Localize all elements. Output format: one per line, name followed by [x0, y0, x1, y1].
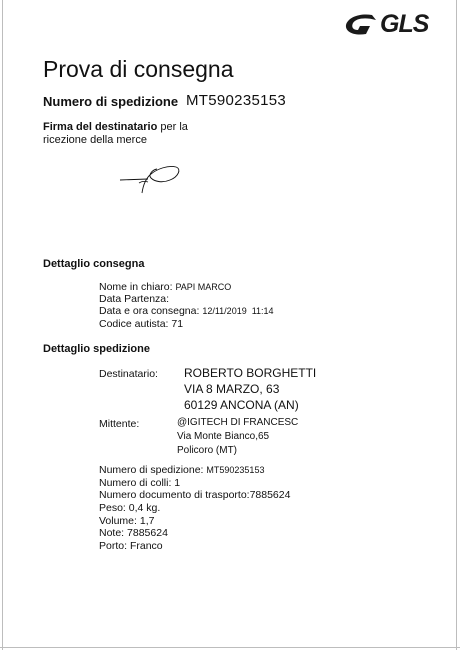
sender-line: Via Monte Bianco,65	[177, 431, 270, 442]
porto-row	[99, 540, 163, 553]
delivery-driver-row	[99, 318, 183, 331]
delivery-datetime-row	[99, 305, 274, 318]
scan-edge-left	[2, 0, 3, 650]
shipment-number-row-label: Numero di spedizione:	[99, 464, 204, 476]
transport-doc-value: 7885624	[249, 489, 291, 501]
gls-logo	[342, 10, 454, 40]
sender-line: Policoro (MT)	[177, 445, 238, 456]
delivery-section-heading: Dettaglio consegna	[43, 258, 145, 270]
shipment-number-label: Numero di spedizione	[43, 94, 179, 109]
transport-doc-row	[99, 489, 290, 502]
recipient-label: Destinatario:	[99, 368, 158, 380]
sender-line: @IGITECH DI FRANCESC	[177, 417, 299, 428]
page-title: Prova di consegna	[43, 56, 234, 82]
signature-label-bold: Firma del destinatario	[43, 121, 158, 133]
delivery-driver-label: Codice autista:	[99, 318, 169, 330]
recipient-line: ROBERTO BORGHETTI	[184, 366, 317, 380]
shipment-number-value: MT590235153	[186, 92, 287, 109]
note-row	[99, 527, 168, 540]
scan-edge-right	[456, 0, 457, 650]
note-label: Note:	[99, 527, 125, 539]
delivery-datetime-value: 12/11/2019 11:14	[202, 306, 274, 316]
delivery-name-label: Nome in chiaro:	[99, 281, 173, 293]
recipient-signature	[118, 160, 188, 194]
packages-label: Numero di colli:	[99, 477, 172, 489]
weight-label: Peso:	[99, 502, 126, 514]
shipment-number-row	[99, 464, 264, 477]
delivery-departure-label: Data Partenza:	[99, 293, 170, 305]
signature-label	[43, 121, 233, 147]
volume-label: Volume:	[99, 515, 137, 527]
volume-value: 1,7	[139, 515, 155, 527]
transport-doc-label: Numero documento di trasporto:	[99, 489, 250, 501]
porto-value: Franco	[129, 540, 163, 552]
scan-edge-bottom	[0, 647, 460, 648]
recipient-line: VIA 8 MARZO, 63	[184, 382, 280, 396]
packages-value: 1	[174, 477, 181, 489]
shipment-number-row-value: MT590235153	[206, 465, 265, 475]
recipient-line: 60129 ANCONA (AN)	[184, 398, 299, 412]
sender-label: Mittente:	[99, 418, 140, 430]
delivery-datetime-label: Data e ora consegna:	[99, 305, 200, 317]
weight-value: 0,4 kg.	[128, 502, 161, 514]
delivery-driver-value: 71	[171, 318, 184, 330]
weight-row	[99, 502, 160, 515]
porto-label: Porto:	[99, 540, 128, 552]
shipment-section-heading: Dettaglio spedizione	[43, 343, 150, 355]
signature-label-rest: per la ricezione della merce	[43, 121, 188, 146]
delivery-name-value: PAPI MARCO	[175, 282, 232, 292]
note-value: 7885624	[127, 527, 168, 539]
gls-logo-text: GLS	[380, 10, 429, 38]
